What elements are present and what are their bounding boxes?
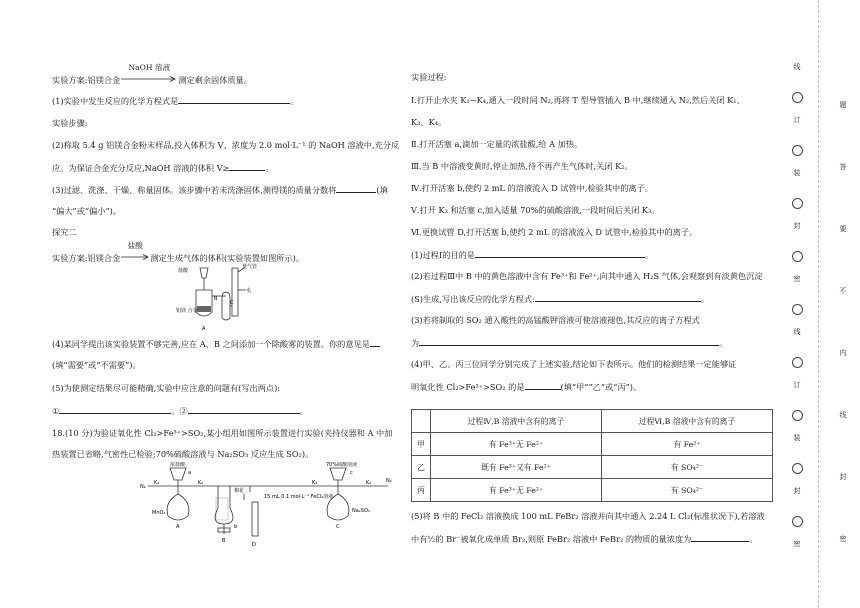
- cap-a-label: a: [188, 470, 192, 476]
- right-question-5-line1: (5)将 B 中的 FeCl₂ 溶液换成 100 mL FeBr₂ 溶液并向其中通入 2.24 L Cl₂(标准状况下),若溶液: [411, 511, 765, 521]
- process-step-4: Ⅳ.打开活塞 b,使约 2 mL 的溶液流入 D 试管中,检验其中的离子。: [411, 183, 653, 193]
- binding-char: 封: [793, 487, 801, 495]
- binding-char: 装: [793, 169, 801, 177]
- k2-label: K₂: [198, 480, 204, 486]
- table-cell: 有 SO₄²⁻: [601, 456, 772, 479]
- right-question-2-line1: (2)若过程Ⅲ中 B 中的黄色溶液中含有 Fe³⁺和 Fe²⁺,向其中通入 H₂S 气体,会观察到有淡黄色沉淀: [411, 271, 763, 281]
- table-header-cell: [412, 410, 431, 433]
- question-3-line2: “偏大”或“偏小”)。: [52, 206, 122, 216]
- conc-hcl-label: 浓盐酸: [170, 462, 186, 468]
- binding-char: 封: [793, 222, 801, 230]
- answer-blank[interactable]: [475, 248, 645, 258]
- binding-note-char: 答: [839, 163, 847, 171]
- binding-note-char: 题: [839, 101, 847, 109]
- binding-char: 线: [793, 328, 801, 336]
- answer-blank[interactable]: [229, 161, 265, 171]
- answer-blank[interactable]: [188, 404, 300, 414]
- arrow-icon: [120, 254, 150, 260]
- label-B: B: [222, 538, 226, 544]
- mno2-label: MnO₂: [152, 510, 166, 516]
- cotton-label: 棉花: [234, 488, 245, 494]
- binding-note-char: 密: [839, 535, 847, 543]
- question-4-line2: (填“需要”或“不需要”)。: [52, 360, 141, 370]
- reaction-arrow: [120, 63, 178, 83]
- binding-hole-icon: [792, 198, 803, 209]
- binding-hole-icon: [792, 410, 803, 421]
- question-3-line1: (3)过滤、洗涤、干燥、称量固体。该步骤中若未洗涤固体,测得镁的质量分数将 (填: [52, 185, 388, 195]
- answer-blank[interactable]: [178, 94, 290, 104]
- arrow-icon: [120, 76, 178, 82]
- question-5: (5)为使测定结果尽可能精确,实验中应注意的问题有(写出两点):: [52, 383, 281, 393]
- table-header-cell: 过程Ⅵ,B 溶液中含有的离子: [601, 410, 772, 433]
- steps-title: 实验步骤:: [52, 118, 88, 128]
- label-a: A: [202, 326, 206, 332]
- scheme2-line: 实验方案:铝镁合金 盐酸 测定生成气体的体积(实验装置如图所示)。: [52, 241, 305, 263]
- label-A: A: [176, 524, 180, 530]
- answer-blank[interactable]: [59, 404, 171, 414]
- binding-line-left: [786, 0, 808, 608]
- process-step-2: Ⅱ.打开活塞 a,滴加一定量的浓盐酸,给 A 加热。: [411, 139, 583, 149]
- binding-note-char: 内: [839, 349, 847, 357]
- answer-blank[interactable]: [525, 380, 561, 390]
- binding-char: 线: [793, 63, 801, 71]
- cap-b-label: b: [234, 524, 238, 530]
- answer-blank[interactable]: [691, 532, 749, 542]
- table-cell: 既有 Fe³⁺又有 Fe²⁺: [431, 456, 602, 479]
- na2so3-label: Na₂SO₃: [352, 508, 370, 514]
- alloy-label: 铝镁 合金: [176, 308, 198, 314]
- k4-label: K₄: [366, 480, 372, 486]
- binding-note-char: 不: [839, 287, 847, 295]
- table-cell: 有 SO₄²⁻: [601, 479, 772, 502]
- table-header-row: [412, 410, 773, 433]
- k1-label: K₁: [154, 480, 160, 486]
- scheme1-prefix: 实验方案:铝镁合金: [52, 75, 121, 85]
- process-title: 实验过程:: [411, 72, 447, 82]
- cap-c-label: c: [350, 470, 353, 476]
- table-cell: 丙: [412, 479, 431, 502]
- answer-blank[interactable]: [535, 292, 701, 302]
- right-question-4-line1: (4)甲、乙、丙三位同学分别完成了上述实验,结论如下表所示。他们的检测结果一定能够证: [411, 359, 737, 369]
- right-question-4-line2: 明氧化性 Cl₂>Fe³⁺>SO₂ 的是 (填“甲”“乙”或“丙”)。: [411, 382, 642, 392]
- binding-hole-icon: [792, 92, 803, 103]
- binding-char: 装: [793, 434, 801, 442]
- question-4-line1: (4)某同学提出该实验装置不够完善,应在 A、B 之间添加一个除酸雾的装置。你的意见是: [52, 337, 380, 350]
- scheme1-suffix: 测定剩余固体质量。: [178, 75, 252, 85]
- arrow-reagent: NaOH 溶液: [128, 63, 171, 72]
- table-row: [412, 456, 773, 479]
- process-step-6: Ⅵ.更换试管 D,打开活塞 b,使约 2 mL 的溶液流入 D 试管中,检验其中的离子。: [411, 227, 698, 237]
- process-step-1-line1: Ⅰ.打开止水夹 K₁~K₄,通入一段时间 N₂,再将 T 型导管插入 B 中,继续通入 N₂,然后关闭 K₁、: [411, 95, 745, 105]
- answer-blank[interactable]: [370, 337, 380, 347]
- binding-note-char: 要: [839, 225, 847, 233]
- binding-hole-icon: [792, 357, 803, 368]
- table-cell: 有 Fe³⁺无 Fe²⁺: [431, 479, 602, 502]
- apparatus-figure-1: [174, 262, 270, 332]
- right-question-3-line2: 为 。: [411, 338, 728, 348]
- scheme1-line: [52, 63, 252, 86]
- question-2-line2: 应。为保证合金充分反应,NaOH 溶液的体积 V≥ 。: [52, 163, 274, 173]
- question-2-line1: (2)称取 5.4 g 铝镁合金粉末样品,投入体积为 V、浓度为 2.0 mol·L⁻¹ 的 NaOH 溶液中,充分反: [52, 140, 400, 150]
- h2so4-label: 70%硫酸溶液: [326, 462, 358, 468]
- right-question-2-line2: (S)生成,写出该反应的化学方程式: 。: [411, 294, 709, 304]
- water-label: 水: [246, 288, 252, 294]
- question-18-line2: 热装置已省略,气密性已检验;70%硫酸溶液与 Na₂SO₃ 反应生成 SO₂)。: [52, 449, 314, 459]
- binding-note-char: 封: [839, 473, 847, 481]
- answer-blank[interactable]: [336, 183, 376, 193]
- question-5-blanks: ① 。② 。: [52, 406, 308, 416]
- answer-blank[interactable]: [419, 336, 719, 346]
- binding-char: 订: [793, 116, 801, 124]
- table-header-cell: 过程Ⅳ,B 溶液中含有的离子: [431, 410, 602, 433]
- table-cell: 有 Fe³⁺无 Fe²⁺: [431, 433, 602, 456]
- binding-hole-icon: [792, 145, 803, 156]
- reaction-arrow: 盐酸: [120, 249, 150, 261]
- fecl2-label: 15 mL 0.1 mol·L⁻¹ FeCl₂溶液: [264, 494, 334, 500]
- results-table: [411, 409, 773, 502]
- table-cell: 乙: [412, 456, 431, 479]
- apparatus-figure-2: [140, 462, 396, 550]
- process-step-3: Ⅲ.当 B 中溶液变黄时,停止加热,待不再产生气体时,关闭 K₂。: [411, 161, 633, 171]
- table-row: [412, 433, 773, 456]
- binding-char: 密: [793, 540, 801, 548]
- k3-label: K₃: [312, 480, 318, 486]
- gas-tube-label: 量气管: [242, 264, 258, 270]
- label-c: C: [230, 300, 234, 306]
- binding-hole-icon: [792, 463, 803, 474]
- binding-note-char: 线: [839, 411, 847, 419]
- right-question-5-line2: 中有½的 Br⁻被氧化成单质 Br₂,则原 FeBr₂ 溶液中 FeBr₂ 的物质的量浓度为 。: [411, 534, 758, 544]
- n2-right-label: N₂: [386, 478, 392, 484]
- label-D: D: [252, 542, 256, 548]
- binding-hole-icon: [792, 304, 803, 315]
- process-step-1-line2: K₃、K₄。: [411, 117, 447, 127]
- question-1: (1)实验中发生反应的化学方程式是 。: [52, 96, 299, 106]
- section-explore-2: 探究二: [52, 227, 77, 237]
- table-cell: 甲: [412, 433, 431, 456]
- label-b: B: [214, 296, 218, 302]
- label-C: C: [336, 524, 340, 530]
- table-cell: 有 Fe²⁺: [601, 433, 772, 456]
- hcl-label: 盐酸: [178, 268, 189, 274]
- n2-left-label: N₂: [140, 484, 146, 490]
- binding-char: 订: [793, 381, 801, 389]
- binding-divider: [818, 0, 819, 608]
- binding-char: 密: [793, 275, 801, 283]
- question-18-line1: 18.(10 分)为验证氧化性 Cl₂>Fe³⁺>SO₂,某小组用如图所示装置进行实验(夹持仪器和 A 中加: [52, 428, 393, 438]
- right-question-3-line1: (3)若将制取的 SO₂ 通入酸性的高锰酸钾溶液可使溶液褪色,其反应的离子方程式: [411, 315, 700, 325]
- binding-hole-icon: [792, 516, 803, 527]
- table-row: [412, 479, 773, 502]
- binding-hole-icon: [792, 251, 803, 262]
- right-question-1: (1)过程Ⅰ的目的是 。: [411, 250, 654, 260]
- process-step-5: Ⅴ.打开 K₃ 和活塞 c,加入适量 70%的硫酸溶液,一段时间后关闭 K₃。: [411, 205, 660, 215]
